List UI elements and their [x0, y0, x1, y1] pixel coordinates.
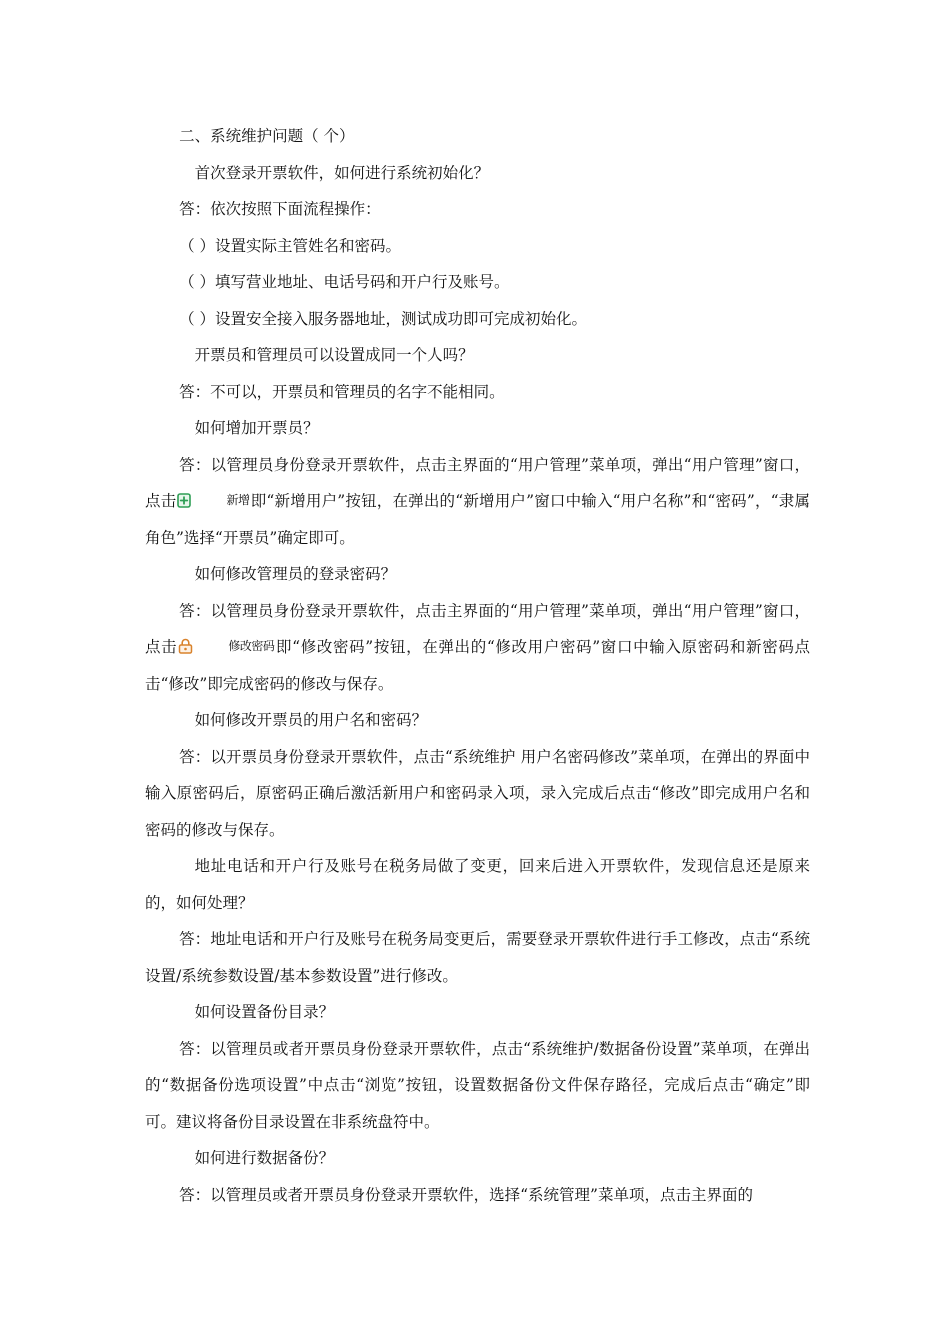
answer-add-operator [145, 447, 810, 557]
lock-icon [178, 638, 193, 654]
question-data-backup: 如何进行数据备份？ [194, 1149, 335, 1167]
add-user-button-image [177, 492, 249, 510]
answer-add-operator-text-1: 答：以管理员身份登录开票软件，点击主界面的“用户管理”菜单项，弹出“用户管理”窗口，点击 [145, 455, 810, 510]
answer-initialization: 答：依次按照下面流程操作： [179, 200, 381, 218]
answer-add-operator-text-2: 即“新增用户”按钮，在弹出的“新增用户”窗口中输入“用户名称”和“密码”，“隶属角色”选择“开票员”确定即可。 [145, 492, 810, 547]
answer-data-backup: 答：以管理员或者开票员身份登录开票软件，选择“系统管理”菜单项，点击主界面的 [179, 1185, 753, 1204]
answer-admin-password-text-1: 答：以管理员身份登录开票软件，点击主界面的“用户管理”菜单项，弹出“用户管理”窗口，点击 [145, 601, 810, 656]
answer-backup-directory: 答：以管理员或者开票员身份登录开票软件，点击“系统维护/数据备份设置”菜单项，在弹出的“数据备份选项设置”中点击“浏览”按钮，设置数据备份文件保存路径，完成后点击“确定”即可。建议将备份目录设置在非系统盘符中。 [145, 1039, 810, 1131]
add-user-icon-label: 新增 [226, 493, 250, 508]
question-initialization: 首次登录开票软件，如何进行系统初始化？ [194, 163, 490, 182]
answer-admin-password-text-2: 即“修改密码”按钮，在弹出的“修改用户密码”窗口中输入原密码和新密码点击“修改”即完成密码的修改与保存。 [145, 638, 810, 693]
question-operator-credentials: 如何修改开票员的用户名和密码？ [194, 711, 428, 729]
answer-same-person: 答：不可以，开票员和管理员的名字不能相同。 [179, 382, 505, 401]
question-admin-password: 如何修改管理员的登录密码？ [194, 565, 397, 583]
answer-operator-credentials: 答：以开票员身份登录开票软件，点击“系统维护 用户名密码修改”菜单项，在弹出的界面中输入原密码后，原密码正确后激活新用户和密码录入项，录入完成后点击“修改”即完成用户名和密码的修改与保存。 [145, 747, 810, 839]
document-body [145, 118, 810, 1213]
answer-step-1: （ ）设置实际主管姓名和密码。 [179, 236, 402, 255]
answer-address-change: 答：地址电话和开户行及账号在税务局变更后，需要登录开票软件进行手工修改，点击“系统设置/系统参数设置/基本参数设置”进行修改。 [145, 930, 810, 985]
section-heading: 二、系统维护问题（ 个） [179, 127, 355, 145]
answer-step-2: （ ）填写营业地址、电话号码和开户行及账号。 [179, 273, 510, 291]
question-add-operator: 如何增加开票员？ [194, 419, 319, 437]
answer-step-3: （ ）设置安全接入服务器地址，测试成功即可完成初始化。 [179, 309, 588, 328]
question-same-person: 开票员和管理员可以设置成同一个人吗？ [194, 346, 474, 364]
change-password-button-image [178, 637, 274, 655]
add-user-icon [177, 493, 191, 508]
answer-admin-password [145, 593, 810, 703]
question-address-change: 地址电话和开户行及账号在税务局做了变更，回来后进入开票软件，发现信息还是原来的，如何处理？ [145, 857, 810, 912]
change-password-icon-label: 修改密码 [228, 638, 275, 653]
question-backup-directory: 如何设置备份目录？ [194, 1003, 335, 1021]
